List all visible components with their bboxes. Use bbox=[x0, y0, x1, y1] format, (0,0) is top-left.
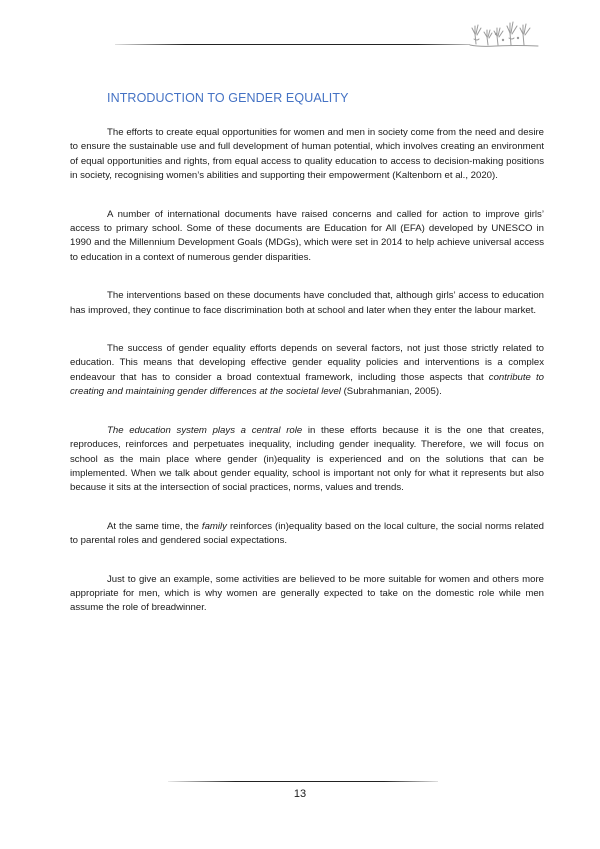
paragraph-3: The interventions based on these documents have concluded that, although girls’ access to education has improved, they continue to face discrimination both at school and later when they enter the labour market. bbox=[70, 290, 544, 316]
paragraph-5-text: in these efforts because it is the one that creates, reproduces, reinforces and perpetuates inequality, including gender inequality. Therefore, we will focus on school as the main place where gender (in)equality is experienced and on the solutions that can be implemented. When we talk about gender equality, school is important not only for what it represents but also because it sits at the intersection of social practices, norms, values and trends. bbox=[70, 424, 545, 494]
paragraph-4-text-b: (Subrahmanian, 2005). bbox=[340, 386, 442, 398]
paragraph-5 bbox=[70, 424, 544, 496]
section-title: INTRODUCTION TO GENDER EQUALITY bbox=[107, 91, 349, 105]
header-rule bbox=[115, 44, 470, 45]
footer-rule bbox=[168, 781, 438, 782]
paragraph-1: The efforts to create equal opportunities for women and men in society come from the need and desire to ensure the sustainable use and full development of human potential, which involves creating an environment of equal opportunities and rights, from equal access to quality education to access to decision-making positions in society, recognising women’s abilities and supporting their empowerment (Kaltenborn et al., 2020). bbox=[70, 127, 544, 182]
raised-hands-logo-icon bbox=[466, 12, 542, 50]
paragraph-6-text-b: reinforces (in)equality based on the local culture, the social norms related to parental roles and gendered social expectations. bbox=[70, 520, 544, 547]
paragraph-6-emphasis: family bbox=[201, 520, 227, 532]
paragraph-4-text-a: The success of gender equality efforts depends on several factors, not just those strictly related to education. This means that developing effective gender equality policies and interventions is a complex endeavour that has to consider a broad contextual framework, including those aspects that bbox=[70, 343, 544, 383]
paragraph-2: A number of international documents have raised concerns and called for action to improve girls’ access to primary school. Some of these documents are Education for All (EFA) developed by UNESCO in 1990 and the Millennium Development Goals (MDGs), which were set in 2014 to help achieve universal access to education in a context of numerous gender disparities. bbox=[70, 208, 544, 263]
paragraph-6 bbox=[70, 520, 544, 549]
paragraph-4-emphasis: contribute to creating and maintaining gender differences at the societal level bbox=[70, 371, 544, 398]
body-text bbox=[70, 126, 544, 640]
paragraph-7: Just to give an example, some activities are believed to be more suitable for women and others more appropriate for men, which is why women are generally expected to take on the domestic role while men assume the role of breadwinner. bbox=[70, 573, 544, 614]
paragraph-6-text-a: At the same time, the bbox=[107, 520, 202, 532]
paragraph-4 bbox=[70, 342, 544, 400]
paragraph-5-emphasis: The education system plays a central role bbox=[107, 424, 303, 436]
page-number: 13 bbox=[293, 788, 307, 800]
